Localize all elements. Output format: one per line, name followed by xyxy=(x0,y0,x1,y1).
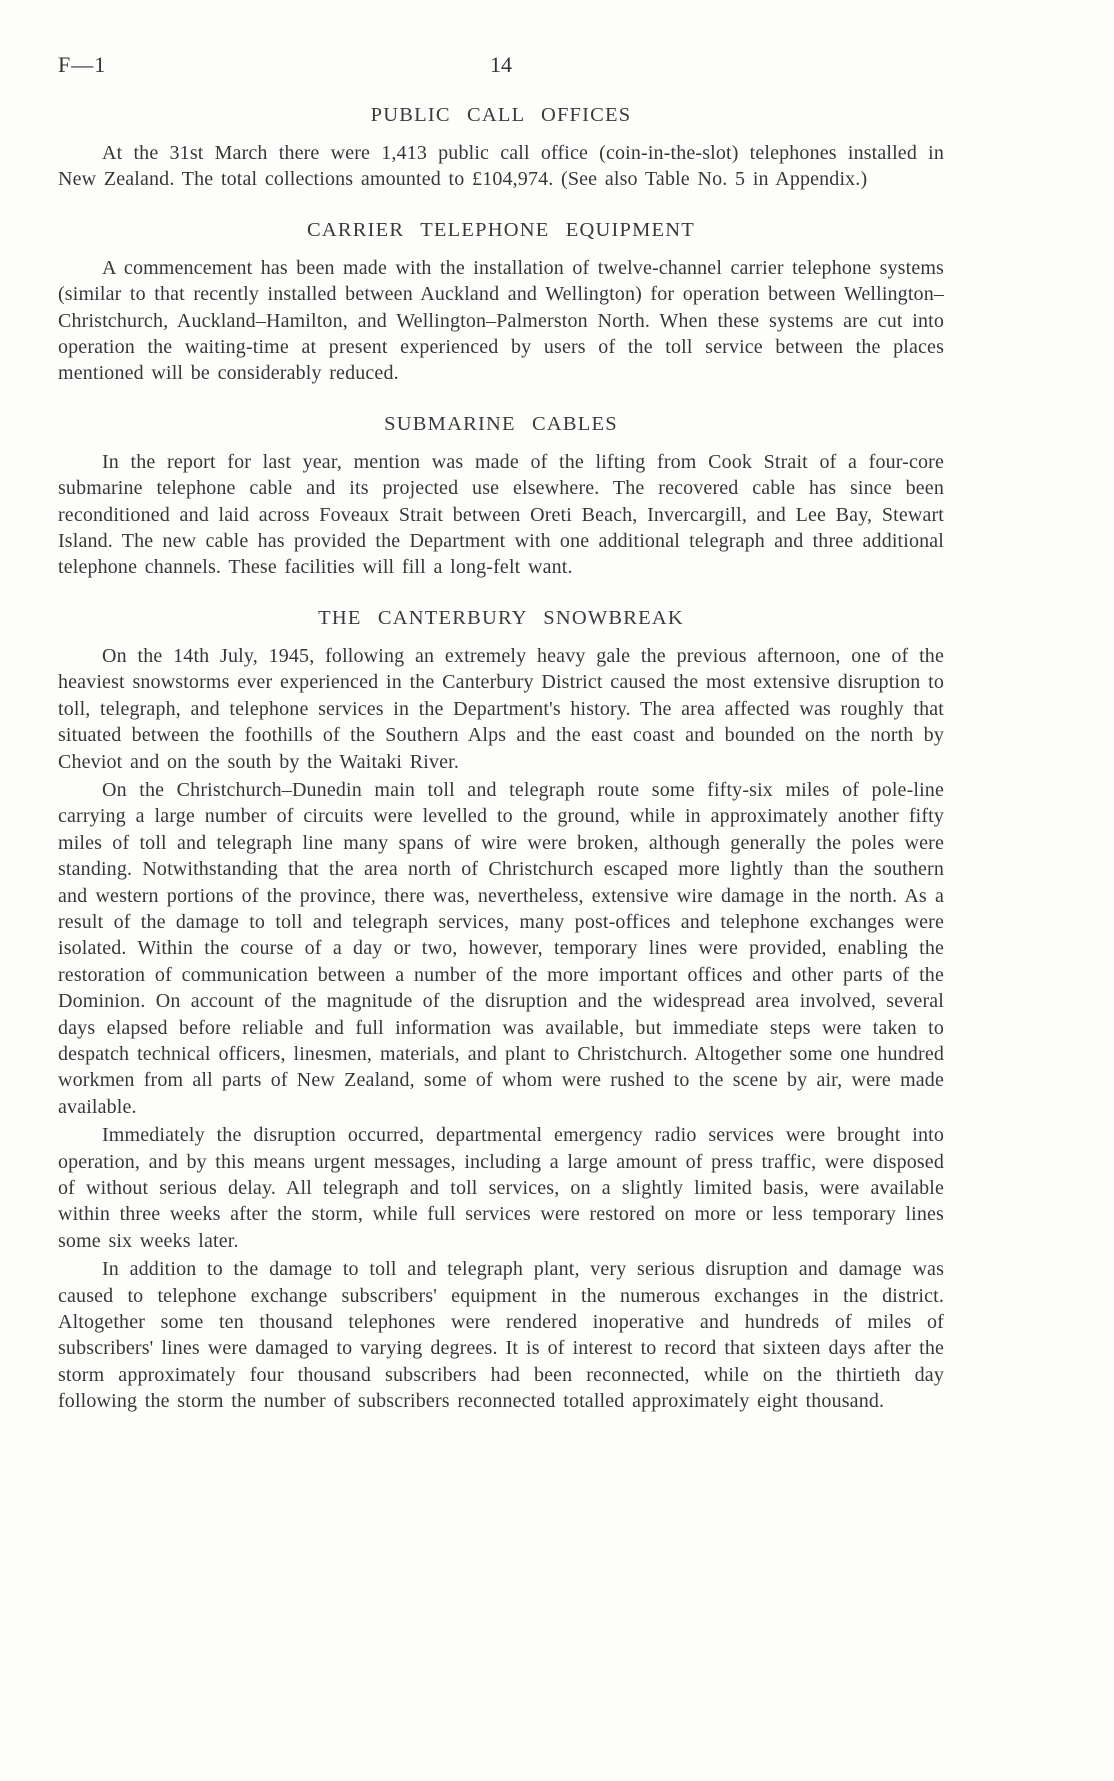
paragraph: In addition to the damage to toll and telegraph plant, very serious disruption and damage was caused to telephone exchange subscribers' equipment in the numerous exchanges in the district. Altogether some ten thousand telephones were rendered inoperative and hundreds of miles of subscribers' lines were damaged to varying degrees. It is of interest to record that sixteen days after the storm approximately four thousand subscribers had been reconnected, while on the thirtieth day following the storm the number of subscribers reconnected totalled approximately eight thousand. xyxy=(58,1258,944,1413)
paragraph: In the report for last year, mention was made of the lifting from Cook Strait of a four-core submarine telephone cable and its projected use elsewhere. The recovered cable has since been reconditioned and laid across Foveaux Strait between Oreti Beach, Invercargill, and Lee Bay, Stewart Island. The new cable has provided the Department with one additional telegraph and three additional telephone channels. These facilities will fill a long-felt want. xyxy=(58,450,944,579)
paragraph: A commencement has been made with the installation of twelve-channel carrier telephone systems (similar to that recently installed between Auckland and Wellington) for operation between Wellington–Christchurch, Auckland–Hamilton, and Wellington–Palmerston North. When these systems are cut into operation the waiting-time at present experienced by users of the toll service between the places mentioned will be considerably reduced. xyxy=(58,256,944,385)
section-heading-carrier-telephone-equipment: CARRIER TELEPHONE EQUIPMENT xyxy=(307,218,695,241)
page-header xyxy=(58,52,944,86)
doc-reference: F—1 xyxy=(58,52,107,77)
section-heading-public-call-offices: PUBLIC CALL OFFICES xyxy=(370,104,632,126)
paragraph: On the Christchurch–Dunedin main toll and telegraph route some fifty-six miles of pole-line carrying a large number of circuits were levelled to the ground, while in approximately another fifty miles of toll and telegraph line many spans of wire were broken, although generally the poles were standing. Notwithstanding that the area north of Christchurch escaped more lightly than the southern and western portions of the province, there was, nevertheless, extensive wire damage in the north. As a result of the damage to toll and telegraph services, many post-offices and telephone exchanges were isolated. Within the course of a day or two, however, temporary lines were provided, enabling the restoration of communication between a number of the more important offices and other parts of the Dominion. On account of the magnitude of the disruption and the widespread area involved, several days elapsed before reliable and full information was available, but immediate steps were taken to despatch technical officers, linesmen, materials, and plant to Christchurch. Altogether some one hundred workmen from all parts of New Zealand, some of whom were rushed to the scene by air, were made available. xyxy=(58,778,944,1118)
section-heading-submarine-cables: SUBMARINE CABLES xyxy=(384,412,618,435)
paragraph: Immediately the disruption occurred, departmental emergency radio services were brought into operation, and by this means urgent messages, including a large amount of press traffic, were disposed of without serious delay. All telegraph and toll services, on a slightly limited basis, were available within three weeks after the storm, while full services were restored on more or less temporary lines some six weeks later. xyxy=(58,1124,944,1252)
paragraph: At the 31st March there were 1,413 public call office (coin-in-the-slot) telephones installed in New Zealand. The total collections amounted to £104,974. (See also Table No. 5 in Appendix.) xyxy=(58,142,944,191)
section-heading-canterbury-snowbreak: THE CANTERBURY SNOWBREAK xyxy=(318,606,684,629)
page-number: 14 xyxy=(490,52,512,77)
paragraph: On the 14th July, 1945, following an extremely heavy gale the previous afternoon, one of the heaviest snowstorms ever experienced in the Canterbury District caused the most extensive disruption to toll, telegraph, and telephone services in the Department's history. The area affected was roughly that situated between the foothills of the Southern Alps and the east coast and bounded on the north by Cheviot and on the south by the Waitaki River. xyxy=(58,644,944,773)
